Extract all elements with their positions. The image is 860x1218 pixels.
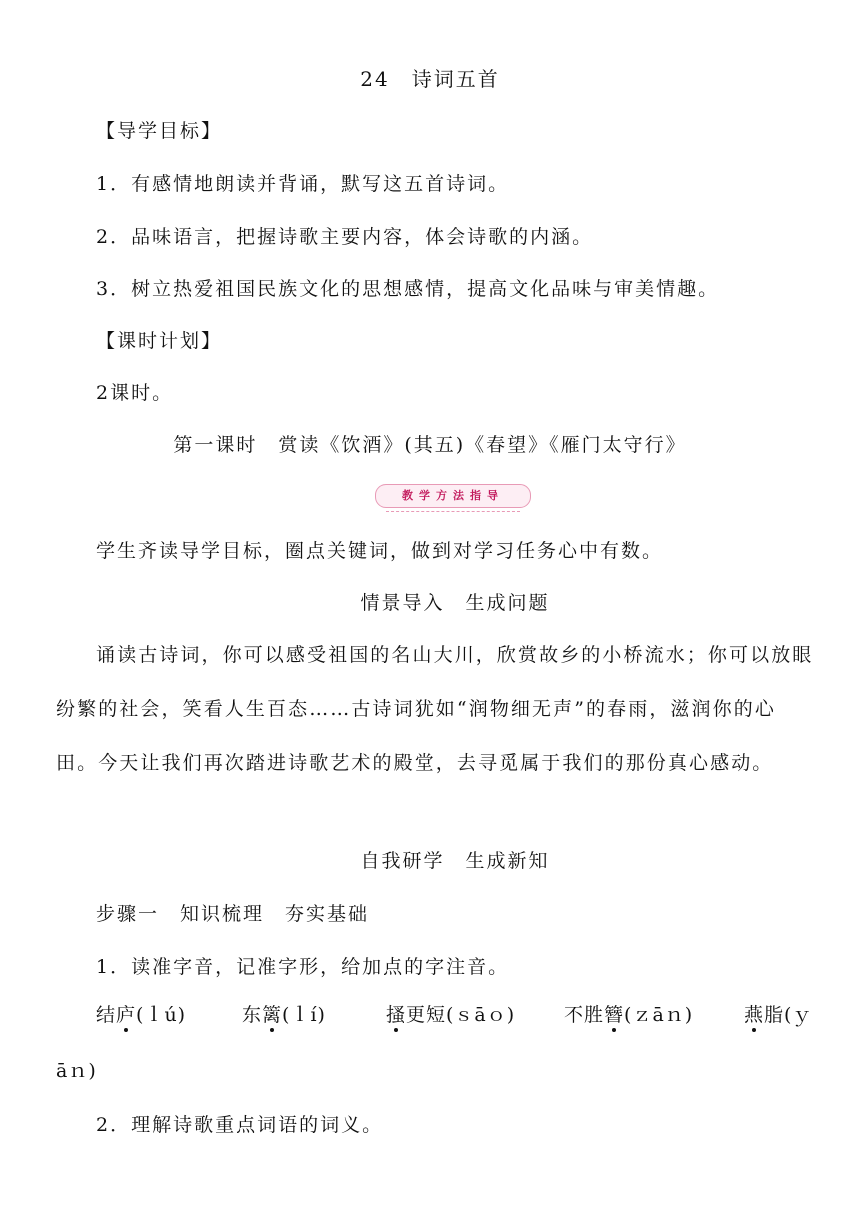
pinyin-entry	[744, 1000, 812, 1027]
pinyin-prefix: 东	[242, 1004, 263, 1026]
dotted-char: 篱	[262, 1004, 283, 1026]
pinyin-prefix: 不胜	[564, 1004, 605, 1026]
self-study-header: 自我研学 生成新知	[360, 850, 550, 872]
pinyin-suffix: (ｌí)	[282, 1004, 326, 1026]
dotted-char: 簪	[604, 1004, 625, 1026]
goals-header: 【导学目标】	[96, 120, 223, 142]
pinyin-entry	[386, 1000, 515, 1027]
step-one-item: 2．理解诗歌重点词语的词义。	[96, 1114, 384, 1136]
lesson-title: 第一课时 赏读《饮酒》(其五)《春望》《雁门太守行》	[173, 434, 687, 456]
page-title: 24 诗词五首	[360, 67, 500, 91]
goal-item: 2．品味语言，把握诗歌主要内容，体会诗歌的内涵。	[96, 226, 594, 248]
pinyin-wrap-tail: āｎ)	[56, 1060, 97, 1082]
plan-header: 【课时计划】	[96, 330, 223, 352]
method-text: 学生齐读导学目标，圈点关键词，做到对学习任务心中有数。	[96, 540, 664, 562]
pinyin-row	[96, 1000, 816, 1032]
dotted-char: 燕	[744, 1004, 765, 1026]
dotted-char: 庐	[116, 1004, 137, 1026]
pinyin-prefix: 结	[96, 1004, 117, 1026]
goal-item: 3．树立热爱祖国民族文化的思想感情，提高文化品味与审美情趣。	[96, 278, 720, 300]
pinyin-entry	[242, 1000, 326, 1027]
dotted-char: 搔	[386, 1004, 407, 1026]
goal-item: 1．有感情地朗读并背诵，默写这五首诗词。	[96, 173, 510, 195]
step-one-item: 1．读准字音，记准字形，给加点的字注音。	[96, 956, 510, 978]
method-badge: 教学方法指导	[375, 484, 531, 508]
pinyin-suffix: 脂(ｙ	[764, 1004, 813, 1026]
step-one-header: 步骤一 知识梳理 夯实基础	[96, 903, 370, 925]
pinyin-suffix: (ｚāｎ)	[624, 1004, 694, 1026]
intro-header: 情景导入 生成问题	[360, 592, 550, 614]
intro-paragraph: 诵读古诗词，你可以感受祖国的名山大川，欣赏故乡的小桥流水；你可以放眼纷繁的社会，笑看人生百态……古诗词犹如“润物细无声”的春雨，滋润你的心田。今天让我们再次踏进诗歌艺术的殿堂，去寻觅属于我们的那份真心感动。	[56, 644, 814, 774]
pinyin-entry	[96, 1000, 186, 1027]
pinyin-entry	[564, 1000, 693, 1027]
plan-text: 2课时。	[96, 382, 174, 404]
pinyin-suffix: 更短(ｓāｏ)	[406, 1004, 516, 1026]
pinyin-suffix: (ｌú)	[136, 1004, 187, 1026]
